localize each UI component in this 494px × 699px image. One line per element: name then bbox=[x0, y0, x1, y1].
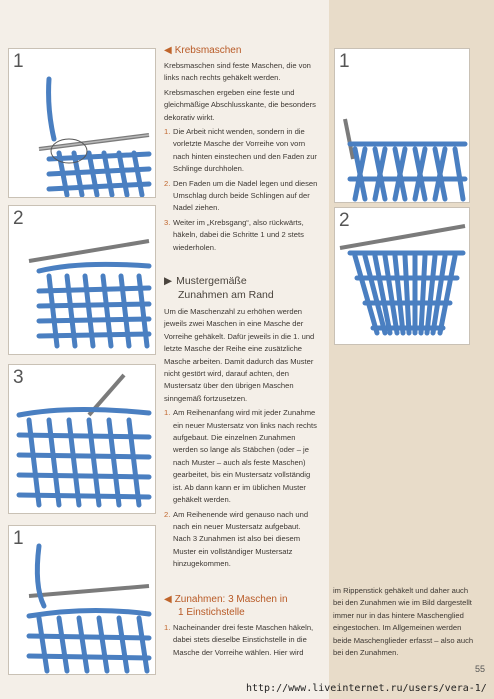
section-heading-zunahmen: ▶ Mustergemäße Zunahmen am Rand bbox=[164, 275, 274, 301]
footer-url[interactable]: http://www.liveinternet.ru/users/vera-1/ bbox=[246, 683, 487, 694]
continued-text: im Rippenstick gehäkelt und daher auch bei den Zunahmen wie im Bild dargestellt immer nur in das hintere Maschenglied eingestochen. Im Allgemeinen werden beide Maschenglieder erfasst – also auch bei den Zunahmen. bbox=[333, 586, 474, 658]
list-item: 1. Am Reihenanfang wird mit jeder Zunahme ein neuer Mustersatz von links nach rechts aufgebaut. Die einzelnen Zunahmen werden so lange als Stäbchen (oder – je nach Muster – auch als feste Maschen) gearbeitet, bis ein Mustersatz vollständig ist. Ab dann kann er im üblichen Muster gehäkelt werden. bbox=[164, 408, 317, 505]
arrow-left-icon: ◀ bbox=[164, 594, 172, 605]
paragraph: Krebsmaschen ergeben eine feste und gleichmäßige Abschlusskante, die besonders dekorativ wirkt. bbox=[164, 87, 316, 122]
crochet-illustration bbox=[335, 49, 469, 202]
figure-crab-step-3 bbox=[8, 364, 156, 514]
crochet-illustration bbox=[9, 365, 155, 513]
figure-number: 1 bbox=[13, 51, 24, 72]
figure-increase-right-1 bbox=[334, 48, 470, 203]
figure-increase-right-2 bbox=[334, 207, 470, 345]
arrow-right-icon: ▶ bbox=[164, 275, 173, 287]
page-number: 55 bbox=[475, 664, 486, 674]
paragraph: Um die Maschenzahl zu erhöhen werden jeweils zwei Maschen in eine Masche der Vorreihe gehäkelt. Dafür jeweils in die 1. und letzte Masche der Reihe eine zusätzliche Masche arbeiten. Damit dadurch das Muster nicht gestört wird, darauf achten, den Mustersatz über den übrigen Maschen sinngemäß fortzusetzen. bbox=[164, 307, 315, 403]
list-item: 2. Den Faden um die Nadel legen und diesen Umschlag durch beide Schlingen auf der Nadel ziehen. bbox=[164, 178, 318, 213]
text-column-2 bbox=[164, 274, 319, 573]
crochet-illustration bbox=[9, 526, 155, 674]
arrow-left-icon: ◀ bbox=[164, 45, 172, 56]
figure-increase-step-1 bbox=[8, 525, 156, 675]
list-item: 2. Am Reihenende wird genauso nach und nach ein neuer Mustersatz aufgebaut. Nach 3 Zunahmen ist also bei diesem Muster ein vollständiger Mustersatz hinzugekommen. bbox=[164, 509, 309, 569]
crochet-illustration bbox=[335, 208, 469, 344]
figure-number: 3 bbox=[13, 367, 24, 388]
text-column bbox=[164, 44, 319, 256]
list-item: 1. Nacheinander drei feste Maschen häkeln, dabei stets dieselbe Einstichstelle in die Masche der Vorreihe wählen. Hier wird bbox=[164, 623, 314, 657]
figure-number: 2 bbox=[13, 208, 24, 229]
steps-list bbox=[164, 126, 319, 254]
crochet-illustration bbox=[9, 206, 155, 354]
figure-number: 2 bbox=[339, 210, 350, 231]
paragraph: Krebsmaschen sind feste Maschen, die von links nach rechts gehäkelt werden. bbox=[164, 61, 311, 83]
section-heading-krebsmaschen: ◀ Krebsmaschen bbox=[164, 45, 242, 56]
figure-number: 1 bbox=[339, 51, 350, 72]
list-item: 1. Die Arbeit nicht wenden, sondern in die vorletzte Masche der Vorreihe von vorn nach hinten einstechen und den Faden zur Schlinge durchholen. bbox=[164, 127, 317, 174]
figure-crab-step-2 bbox=[8, 205, 156, 355]
steps-list bbox=[164, 622, 319, 659]
list-item: 3. Weiter im „Krebsgang“, also rückwärts, häkeln, dabei die Schritte 1 und 2 stets wiederholen. bbox=[164, 217, 304, 252]
figure-number: 1 bbox=[13, 528, 24, 549]
figure-crab-step-1 bbox=[8, 48, 156, 198]
text-column-3 bbox=[164, 593, 319, 661]
steps-list bbox=[164, 407, 319, 570]
crochet-illustration bbox=[9, 49, 155, 197]
section-heading-3-maschen: ◀ Zunahmen: 3 Maschen in 1 Einstichstelle bbox=[164, 594, 288, 618]
